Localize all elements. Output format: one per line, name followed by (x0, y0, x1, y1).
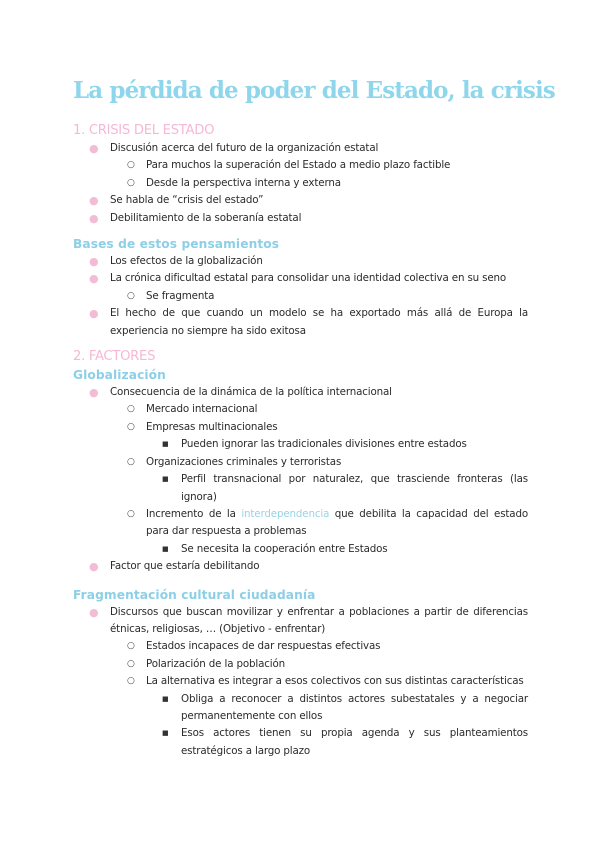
subheading-bases: Bases de estos pensamientos (73, 237, 280, 252)
circle-bullet-icon: ○ (127, 641, 135, 652)
circle-bullet-icon: ○ (127, 404, 135, 415)
page-title: La pérdida de poder del Estado, la crisis (73, 77, 555, 104)
list-item: ■ Esos actores tienen su propia agenda y sus planteamientos estratégicos a largo plazo (162, 727, 528, 757)
list-item: ● Factor que estaría debilitando (73, 558, 528, 575)
circle-bullet-icon: ○ (127, 456, 135, 467)
bases-list (73, 253, 528, 340)
fragmentacion-list (73, 604, 528, 761)
circle-bullet-icon: ○ (127, 421, 135, 432)
bullet-icon: ● (89, 211, 99, 225)
list-item: ○ Se fragmenta (73, 288, 528, 305)
list-item: ● Discursos que buscan movilizar y enfrentar a poblaciones a partir de diferencias étnicas, religiosas, … (Objetivo - enfrentar) (89, 605, 528, 635)
circle-bullet-icon: ○ (127, 508, 135, 519)
bullet-icon: ● (89, 272, 99, 286)
square-bullet-icon: ■ (162, 440, 169, 449)
list-item: ● El hecho de que cuando un modelo se ha exportado más allá de Europa la experiencia no siempre ha sido exitosa (89, 307, 528, 337)
circle-bullet-icon: ○ (127, 676, 135, 687)
list-item: ○ Mercado internacional (73, 401, 528, 418)
list-item: ○ Incremento de la interdependencia que debilita la capacidad del estado para dar respuesta a problemas (127, 507, 528, 538)
square-bullet-icon: ■ (162, 694, 169, 703)
list-item: ● Debilitamiento de la soberanía estatal (73, 210, 528, 227)
circle-bullet-icon: ○ (127, 177, 135, 188)
circle-bullet-icon: ○ (127, 160, 135, 171)
list-item: ■ Perfil transnacional por naturalez, que trasciende fronteras (las ignora) (162, 473, 528, 503)
bullet-icon: ● (89, 194, 99, 208)
section-heading-crisis: 1. CRISIS DEL ESTADO (73, 123, 215, 138)
globalizacion-list (73, 384, 528, 575)
bullet-icon: ● (89, 605, 99, 619)
bullet-icon: ● (89, 560, 99, 574)
list-item: ○ Desde la perspectiva interna y externa (73, 175, 528, 192)
subheading-globalizacion: Globalización (73, 368, 166, 383)
list-item: ○ La alternativa es integrar a esos colectivos con sus distintas características (73, 673, 528, 690)
circle-bullet-icon: ○ (127, 290, 135, 301)
list-item: ○ Estados incapaces de dar respuestas efectivas (73, 638, 528, 655)
square-bullet-icon: ■ (162, 544, 169, 553)
list-item: ○ Empresas multinacionales (73, 419, 528, 436)
list-item: ■ Pueden ignorar las tradicionales divisiones entre estados (73, 436, 528, 453)
list-item: ● Se habla de “crisis del estado” (73, 192, 528, 209)
circle-bullet-icon: ○ (127, 658, 135, 669)
list-item: ● Los efectos de la globalización (73, 253, 528, 270)
square-bullet-icon: ■ (162, 475, 169, 484)
list-item: ○ Polarización de la población (73, 656, 528, 673)
bullet-icon: ● (89, 142, 99, 155)
list-item: ■ Obliga a reconocer a distintos actores subestatales y a negociar permanentemente con ellos (162, 692, 528, 722)
bullet-icon: ● (89, 307, 99, 321)
list-item: ● La crónica dificultad estatal para consolidar una identidad colectiva en su seno (73, 270, 528, 287)
square-bullet-icon: ■ (162, 729, 169, 738)
list-item: ○ Organizaciones criminales y terroristas (73, 454, 528, 471)
bullet-icon: ● (89, 255, 99, 269)
highlighted-term: interdependencia (241, 507, 330, 520)
section-heading-factores: 2. FACTORES (73, 349, 156, 365)
list-item: ● Discusión acerca del futuro de la organización estatal (73, 140, 528, 157)
bullet-icon: ● (89, 386, 99, 400)
crisis-list (73, 140, 528, 227)
list-item: ● Consecuencia de la dinámica de la política internacional (73, 384, 528, 401)
list-item: ■ Se necesita la cooperación entre Estados (73, 541, 528, 558)
subheading-fragmentacion: Fragmentación cultural ciudadanía (73, 587, 316, 602)
list-item: ○ Para muchos la superación del Estado a medio plazo factible (73, 157, 528, 174)
